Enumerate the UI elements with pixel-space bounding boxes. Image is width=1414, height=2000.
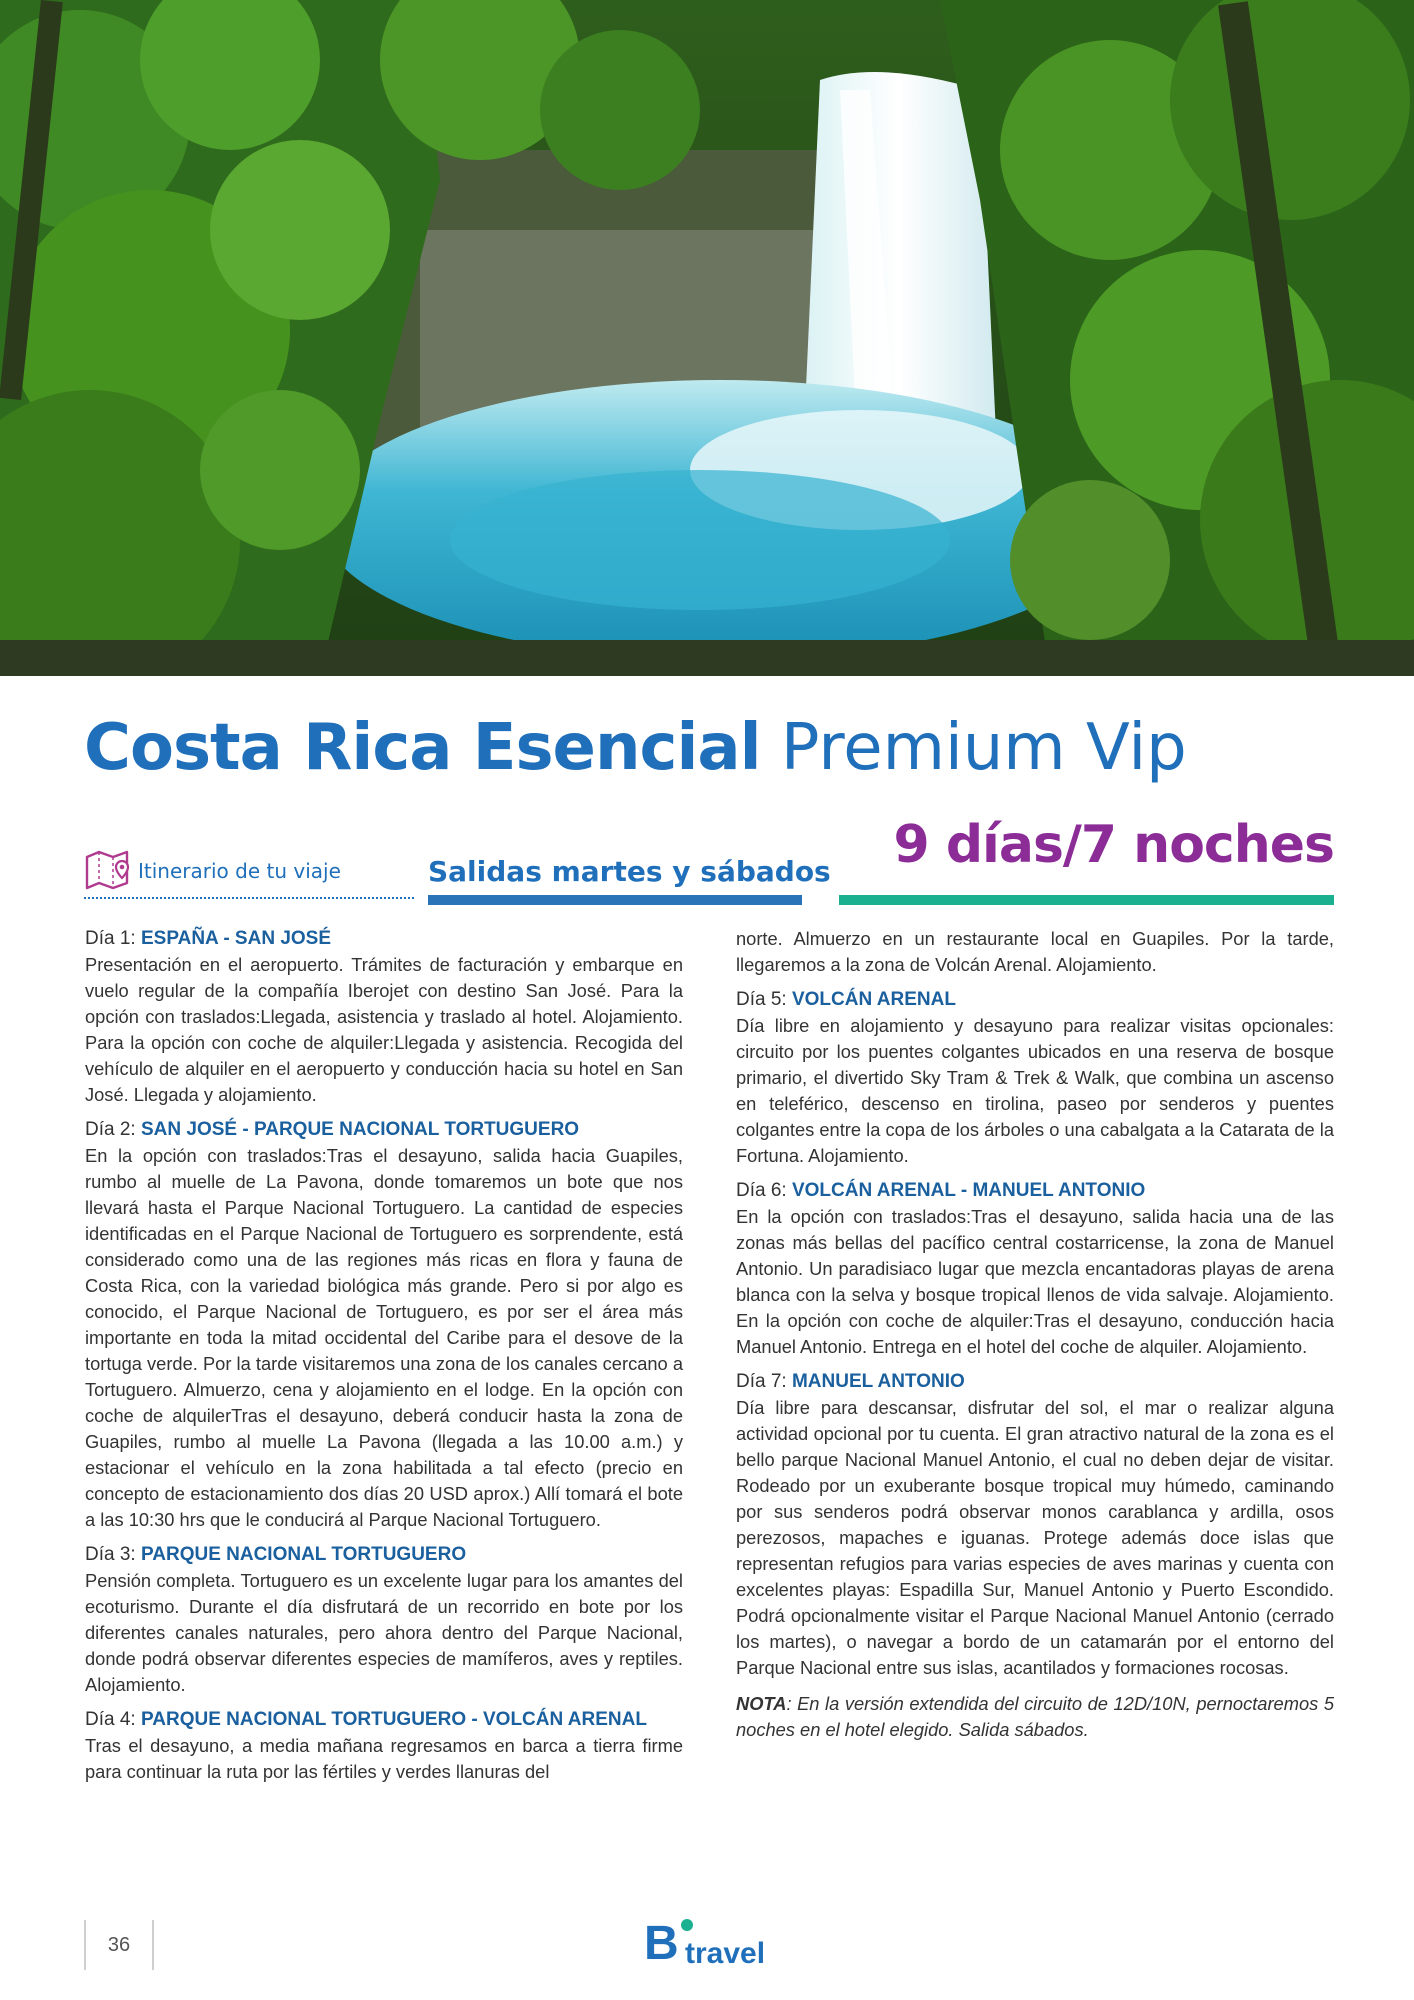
day-number: Día 7: (736, 1371, 787, 1392)
day-title (85, 926, 683, 952)
day-4 (85, 1707, 683, 1785)
day-7 (736, 1369, 1334, 1681)
itinerary-column-left (85, 926, 683, 1794)
day-description: Día libre para descansar, disfrutar del sol, el mar o realizar alguna actividad opcional por tu cuenta. El gran atractivo natural de la zona es el bello parque Nacional Manuel Antonio, el cual no deben dejar de visitar. Rodeado por un exuberante bosque tropical muy húmedo, caminando por sus senderos podrá observar monos carablanca y ardilla, osos perezosos, mapaches e iguanas. Protege además doce islas que representan refugios para varias especies de aves marinas y cuenta con excelentes playas: Espadilla Sur, Manuel Antonio y Puerto Escondido. Podrá opcionalmente visitar el Parque Nacional Manuel Antonio (cerrado los martes), o navegar a bordo de un catamarán por el entorno del Parque Nacional entre sus islas, acantilados y formaciones rocosas. (736, 1397, 1334, 1678)
day-title (85, 1707, 683, 1733)
day-1 (85, 926, 683, 1108)
departures-label: Salidas martes y sábados (428, 855, 831, 888)
day-4-continued (736, 926, 1334, 978)
day-name: VOLCÁN ARENAL (791, 989, 956, 1010)
day-number: Día 2: (85, 1119, 136, 1140)
day-description: Presentación en el aeropuerto. Trámites de facturación y embarque en vuelo regular de la compañía Iberojet con destino San José. Para la opción con traslados:Llegada, asistencia y traslado al hotel. Alojamiento. Para la opción con coche de alquiler:Llegada y asistencia. Recogida del vehículo de alquiler en el aeropuerto y conducción hacia su hotel en San José. Llegada y alojamiento. (85, 954, 683, 1105)
day-number: Día 6: (736, 1180, 787, 1201)
trip-info-row (84, 815, 1334, 905)
day-description: norte. Almuerzo en un restaurante local en Guapiles. Por la tarde, llegaremos a la zona de Volcán Arenal. Alojamiento. (736, 928, 1334, 975)
itinerary-column-right (736, 926, 1334, 1761)
day-name: PARQUE NACIONAL TORTUGUERO (140, 1544, 467, 1565)
day-title (736, 1369, 1334, 1395)
duration-box (839, 815, 1334, 905)
day-6 (736, 1178, 1334, 1360)
duration-label: 9 días/7 noches (893, 815, 1334, 875)
day-name: SAN JOSÉ - PARQUE NACIONAL TORTUGUERO (140, 1119, 580, 1140)
day-description: Pensión completa. Tortuguero es un excelente lugar para los amantes del ecoturismo. Durante el día disfrutará de un recorrido en bote por los diferentes canales naturales, pero ahora dentro del Parque Nacional, donde podrá observar diferentes especies de mamíferos, aves y reptiles. Alojamiento. (85, 1570, 683, 1695)
day-number: Día 3: (85, 1544, 136, 1565)
day-description: Tras el desayuno, a media mañana regresamos en barca a tierra firme para continuar la ruta por las fértiles y verdes llanuras del (85, 1735, 683, 1782)
day-number: Día 5: (736, 989, 787, 1010)
title-bold: Costa Rica Esencial (84, 711, 761, 785)
itinerary-header (84, 847, 414, 899)
day-name: PARQUE NACIONAL TORTUGUERO - VOLCÁN ARENAL (140, 1709, 647, 1730)
day-description: Día libre en alojamiento y desayuno para realizar visitas opcionales: circuito por los puentes colgantes ubicados en una reserva de bosque primario, el divertido Sky Tram & Trek & Walk, que combina un ascenso en teleférico, descenso en tirolina, paseo por senderos y puentes colgantes entre la copa de los árboles o una cabalgata a la Catarata de la Fortuna. Alojamiento. (736, 1015, 1334, 1166)
day-title (85, 1542, 683, 1568)
day-description: En la opción con traslados:Tras el desayuno, salida hacia una de las zonas más bellas del pacífico central costarricense, la zona de Manuel Antonio. Un paradisiaco lugar que mezcla encantadoras playas de arena blanca con la selva y bosque tropical llenos de vida salvaje. Alojamiento. En la opción con coche de alquiler:Tras el desayuno, conducción hacia Manuel Antonio. Entrega en el hotel del coche de alquiler. Alojamiento. (736, 1206, 1334, 1357)
brand-letter: B (644, 1917, 679, 1970)
brand-text: travel (685, 1937, 766, 1970)
note-text: : En la versión extendida del circuito de 12D/10N, pernoctaremos 5 noches en el hotel elegido. Salida sábados. (736, 1693, 1334, 1740)
day-name: MANUEL ANTONIO (791, 1371, 965, 1392)
page-title (84, 708, 1334, 788)
day-5 (736, 987, 1334, 1169)
day-number: Día 1: (85, 928, 136, 949)
day-name: VOLCÁN ARENAL - MANUEL ANTONIO (791, 1180, 1146, 1201)
day-3 (85, 1542, 683, 1698)
page-number: 36 (84, 1920, 154, 1970)
note-label: NOTA (736, 1693, 787, 1714)
day-number: Día 4: (85, 1709, 136, 1730)
day-name: ESPAÑA - SAN JOSÉ (140, 928, 332, 949)
itinerary-label: Itinerario de tu viaje (138, 859, 341, 883)
map-pin-icon (84, 847, 130, 897)
title-light: Premium Vip (780, 711, 1187, 785)
day-title (85, 1117, 683, 1143)
day-description: En la opción con traslados:Tras el desayuno, salida hacia Guapiles, rumbo al muelle de La Pavona, donde tomaremos un bote que nos llevará hasta el Parque Nacional Tortuguero. La cantidad de especies identificadas en el Parque Nacional de Tortuguero es sorprendente, está considerado como una de las regiones más ricas en flora y fauna de Costa Rica, con la variedad biológica más grande. Pero si por algo es conocido, el Parque Nacional de Tortuguero, es por ser el área más importante en toda la mitad occidental del Caribe para el desove de la tortuga verde. Por la tarde visitaremos una zona de los canales cercano a Tortuguero. Almuerzo, cena y alojamiento en el lodge. En la opción con coche de alquilerTras el desayuno, deberá conducir hasta la zona de Guapiles, rumbo al muelle La Pavona (llegada a las 10.00 a.m.) y estacionar el vehículo en la zona habilitada a tal efecto (precio en concepto de estacionamiento dos días 20 USD aprox.) Allí tomará el bote a las 10:30 hrs que le conducirá al Parque Nacional Tortuguero. (85, 1145, 683, 1530)
day-2 (85, 1117, 683, 1533)
brand-dot-icon (681, 1919, 693, 1931)
departures-box (428, 835, 831, 905)
hero-waterfall-image (0, 0, 1414, 676)
day-title (736, 987, 1334, 1013)
note (736, 1691, 1334, 1743)
btravel-logo (640, 1915, 780, 1975)
day-title (736, 1178, 1334, 1204)
